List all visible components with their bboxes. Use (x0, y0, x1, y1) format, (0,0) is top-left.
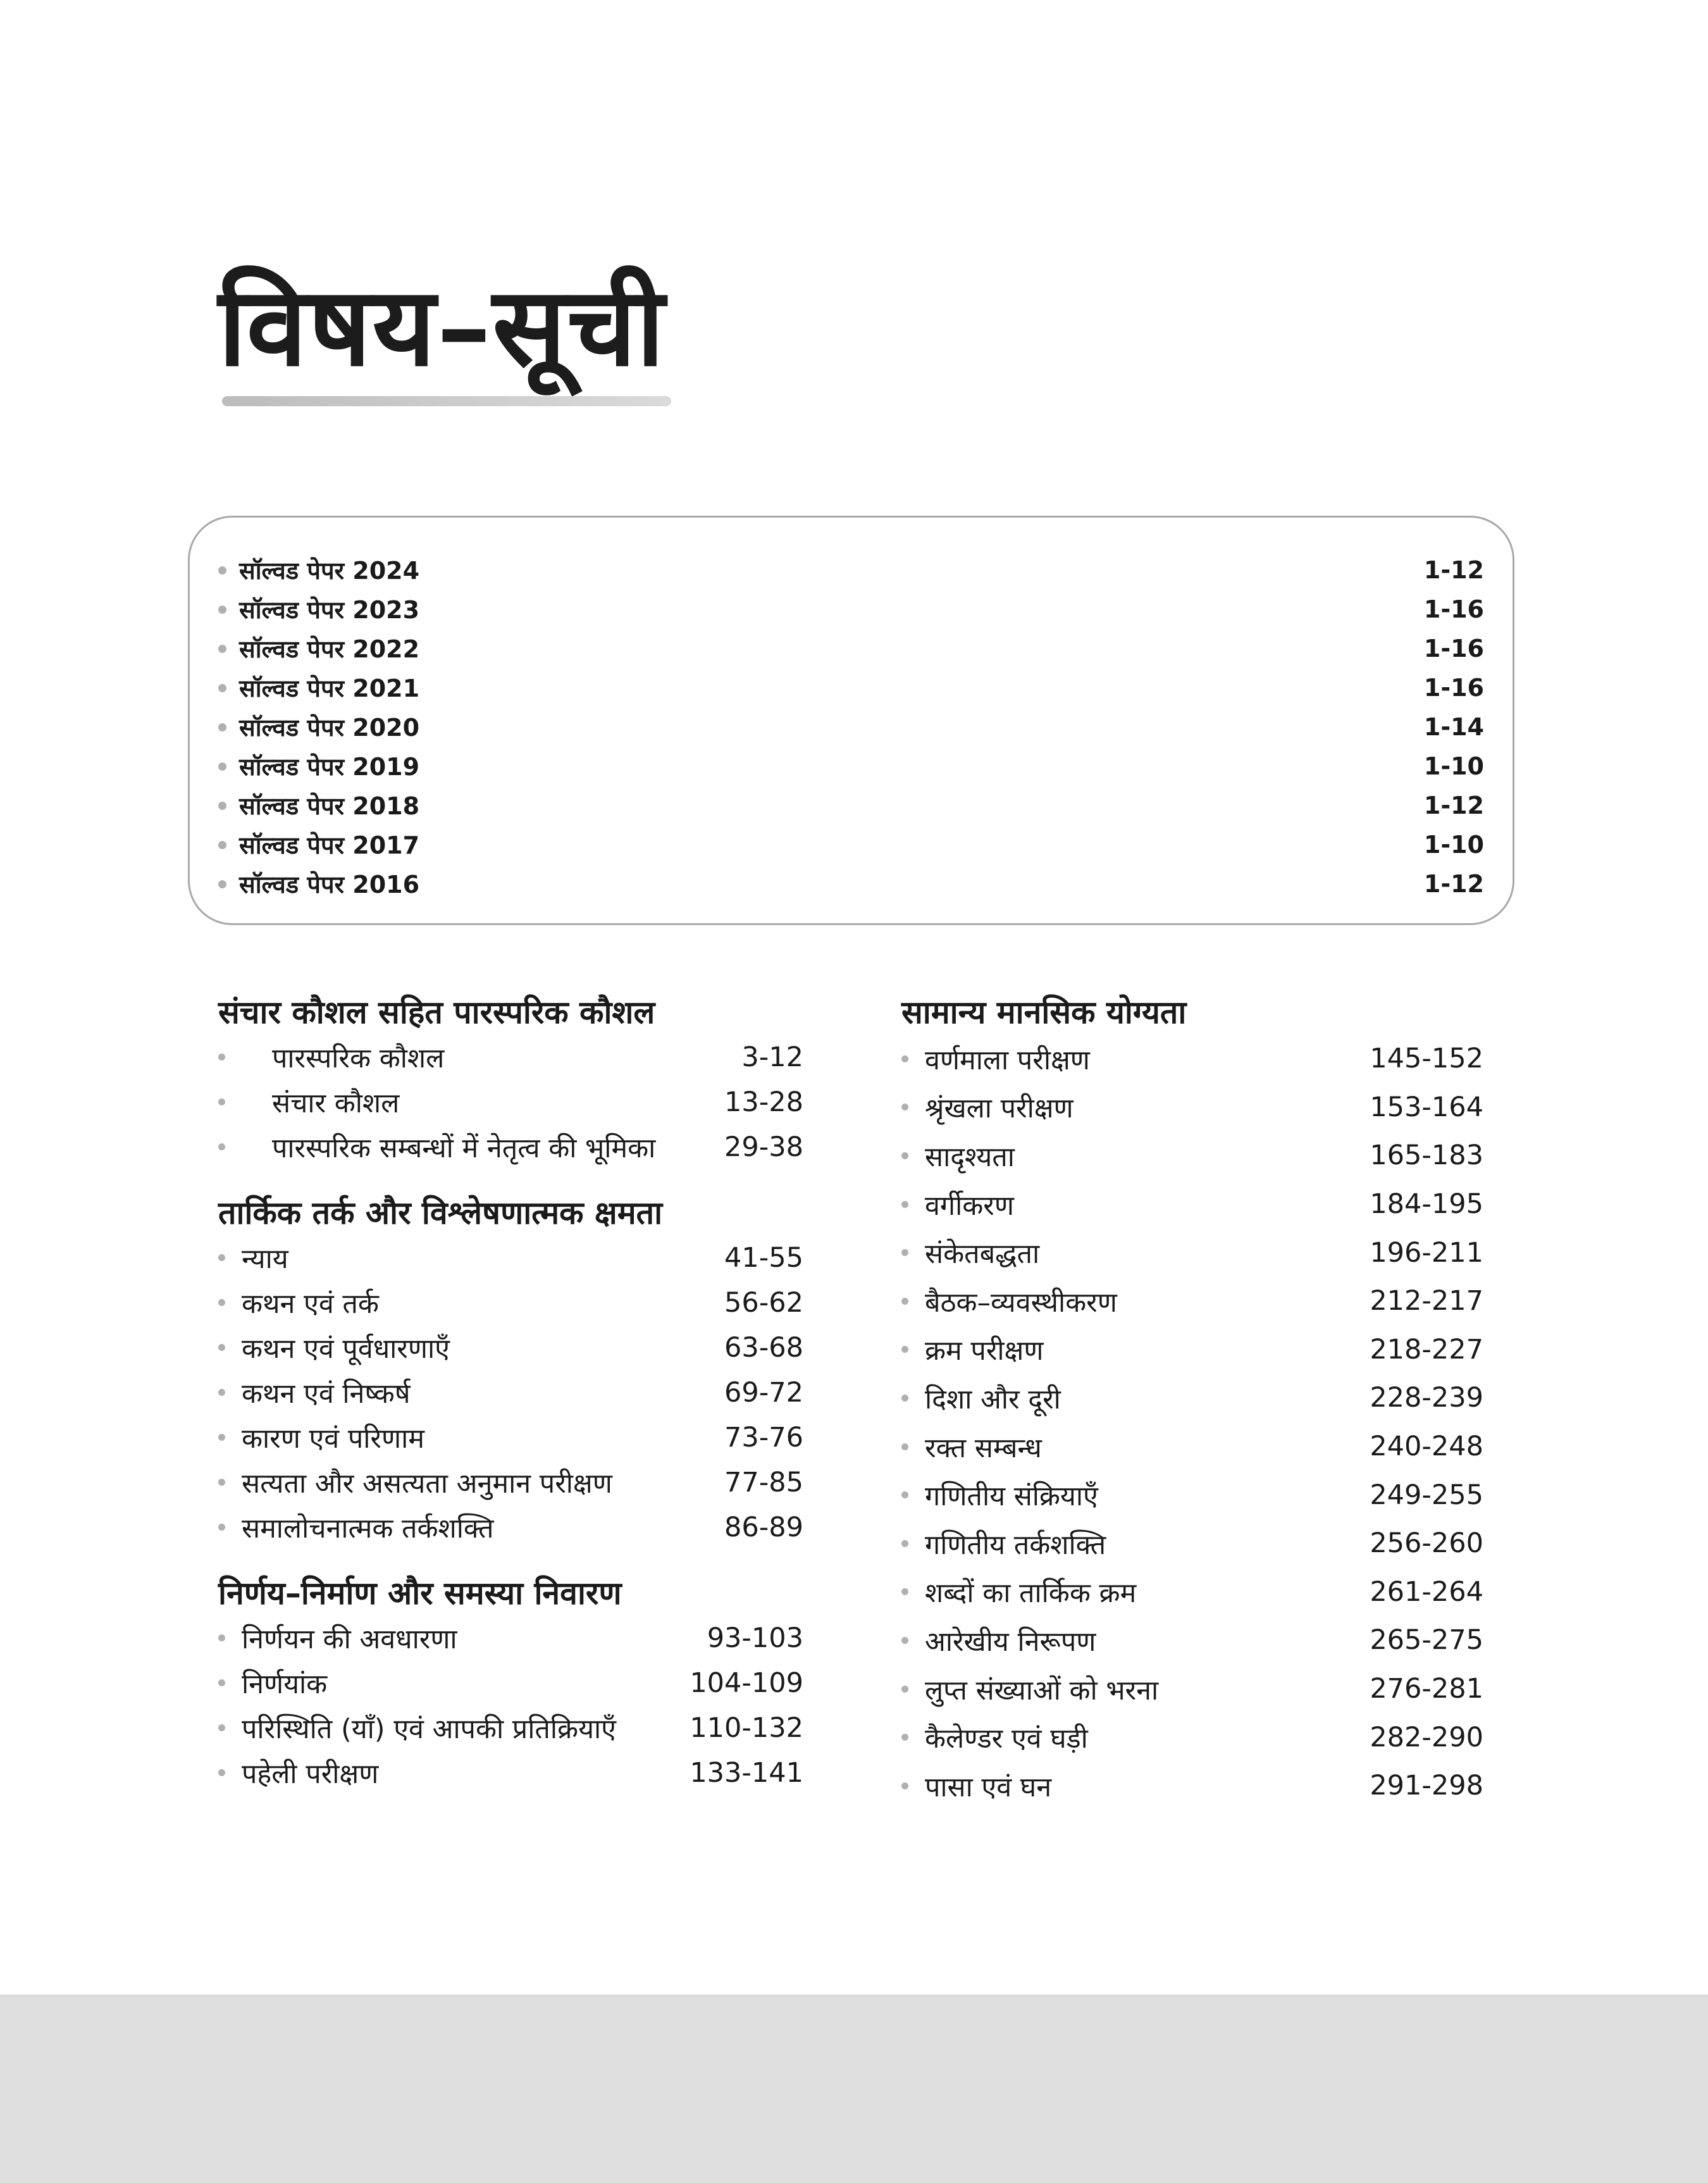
section-heading: सामान्य मानसिक योग्यता (901, 994, 1187, 1031)
title-underline (222, 396, 671, 406)
toc-entry-pages: 63-68 (724, 1331, 803, 1364)
toc-entry-pages: 261-264 (1370, 1576, 1483, 1608)
solved-paper-label: सॉल्वड पेपर 2017 (239, 831, 420, 859)
bullet-icon (218, 1479, 225, 1486)
toc-entry[interactable] (218, 1325, 803, 1370)
bullet-icon (218, 841, 226, 849)
toc-right-column (901, 990, 1483, 1810)
bullet-icon (901, 1734, 908, 1741)
solved-paper-row[interactable] (218, 747, 1484, 786)
toc-entry-label: गणितीय तर्कशक्ति (925, 1529, 1106, 1561)
bullet-icon (218, 1054, 225, 1060)
bullet-icon (218, 1769, 225, 1776)
toc-entry[interactable] (218, 1035, 803, 1079)
bullet-icon (218, 1524, 225, 1531)
bullet-icon (218, 1434, 225, 1441)
bullet-icon (218, 1098, 225, 1105)
toc-entry-label: कथन एवं तर्क (242, 1288, 379, 1320)
toc-entry[interactable] (901, 1228, 1483, 1277)
toc-entry-pages: 56-62 (724, 1286, 803, 1319)
bullet-icon (901, 1540, 908, 1547)
toc-entry-pages: 291-298 (1370, 1770, 1483, 1802)
toc-entry[interactable] (901, 1713, 1483, 1762)
bullet-icon (218, 1679, 225, 1686)
toc-entry[interactable] (901, 1083, 1483, 1132)
page-title: विषय–सूची (218, 262, 666, 390)
solved-papers-box (188, 516, 1514, 925)
bullet-icon (218, 1344, 225, 1351)
bullet-icon (218, 1634, 225, 1641)
bullet-icon (901, 1152, 908, 1159)
toc-entry-pages: 196-211 (1370, 1236, 1483, 1269)
toc-entry[interactable] (901, 1422, 1483, 1471)
toc-entry[interactable] (901, 1616, 1483, 1665)
bullet-icon (218, 880, 226, 888)
section-gap (218, 1550, 803, 1571)
solved-paper-row[interactable] (218, 550, 1484, 590)
toc-entry-pages: 228-239 (1370, 1382, 1483, 1414)
section-heading: तार्किक तर्क और विश्लेषणात्मक क्षमता (218, 1195, 663, 1231)
toc-entry-label: संकेतबद्धता (925, 1238, 1040, 1271)
toc-entry[interactable] (901, 1326, 1483, 1374)
toc-entry-pages: 104-109 (690, 1667, 803, 1699)
toc-entry-label: क्रम परीक्षण (925, 1335, 1044, 1367)
solved-paper-row[interactable] (218, 707, 1484, 747)
solved-paper-label: सॉल्वड पेपर 2020 (239, 714, 420, 742)
toc-entry-pages: 184-195 (1370, 1188, 1483, 1221)
toc-entry-label: कारण एवं परिणाम (242, 1423, 424, 1455)
toc-entry-label: गणितीय संक्रियाएँ (925, 1481, 1098, 1513)
toc-entry-label: न्याय (242, 1243, 288, 1275)
solved-paper-row[interactable] (218, 590, 1484, 629)
bullet-icon (901, 1782, 908, 1789)
bullet-icon (218, 1299, 225, 1306)
toc-entry[interactable] (218, 1615, 803, 1660)
solved-paper-pages: 1-16 (1423, 595, 1484, 623)
toc-entry-label: निर्णयांक (242, 1669, 328, 1700)
toc-entry[interactable] (218, 1235, 803, 1280)
toc-entry-pages: 145-152 (1370, 1043, 1483, 1075)
toc-entry[interactable] (901, 1131, 1483, 1180)
toc-entry-pages: 282-290 (1370, 1721, 1483, 1753)
solved-paper-label: सॉल्वड पेपर 2021 (239, 675, 420, 702)
solved-paper-label: सॉल्वड पेपर 2018 (239, 792, 420, 820)
section-heading: निर्णय–निर्माण और समस्या निवारण (218, 1575, 622, 1612)
toc-entry[interactable] (218, 1460, 803, 1505)
toc-entry-pages: 41-55 (724, 1241, 803, 1274)
toc-entry[interactable] (218, 1660, 803, 1705)
bullet-icon (901, 1686, 908, 1693)
solved-paper-label: सॉल्वड पेपर 2022 (239, 635, 420, 663)
solved-paper-label: सॉल्वड पेपर 2024 (239, 557, 420, 585)
bullet-icon (218, 1254, 225, 1261)
solved-paper-pages: 1-14 (1423, 713, 1484, 741)
solved-paper-pages: 1-10 (1423, 752, 1484, 780)
toc-entry-label: बैठक–व्यवस्थीकरण (925, 1286, 1117, 1319)
bullet-icon (901, 1588, 908, 1595)
bullet-icon (901, 1443, 908, 1450)
toc-entry-label: लुप्त संख्याओं को भरना (925, 1674, 1159, 1707)
toc-entry-pages: 249-255 (1370, 1479, 1483, 1511)
toc-entry-pages: 133-141 (690, 1757, 803, 1789)
toc-entry-pages: 93-103 (707, 1622, 803, 1654)
toc-entry[interactable] (901, 1762, 1483, 1810)
bullet-icon (901, 1249, 908, 1256)
toc-entry[interactable] (901, 1035, 1483, 1083)
toc-entry-pages: 276-281 (1370, 1673, 1483, 1705)
solved-paper-pages: 1-16 (1423, 635, 1484, 662)
toc-entry-label: कथन एवं पूर्वधारणाएँ (242, 1333, 450, 1365)
bullet-icon (218, 645, 226, 653)
toc-entry-pages: 218-227 (1370, 1333, 1483, 1365)
toc-entry-pages: 212-217 (1370, 1285, 1483, 1317)
toc-entry-label: पहेली परीक्षण (242, 1758, 379, 1790)
toc-entry[interactable] (218, 1505, 803, 1550)
bullet-icon (218, 802, 226, 810)
bullet-icon (218, 684, 226, 692)
toc-entry-label: दिशा और दूरी (925, 1383, 1061, 1415)
toc-entry-label: पारस्परिक सम्बन्धों में नेतृत्व की भूमिका (272, 1133, 656, 1164)
toc-entry[interactable] (218, 1705, 803, 1750)
toc-entry[interactable] (901, 1471, 1483, 1519)
solved-paper-pages: 1-10 (1423, 831, 1484, 859)
solved-paper-pages: 1-12 (1423, 792, 1484, 819)
toc-entry-label: कथन एवं निष्कर्ष (242, 1378, 411, 1410)
section-heading: संचार कौशल सहित पारस्परिक कौशल (218, 994, 655, 1031)
toc-entry-pages: 77-85 (724, 1466, 803, 1498)
solved-paper-label: सॉल्वड पेपर 2023 (239, 596, 420, 624)
bullet-icon (218, 1389, 225, 1396)
toc-entry-label: शब्दों का तार्किक क्रम (925, 1577, 1137, 1610)
toc-entry[interactable] (901, 1665, 1483, 1713)
toc-entry-pages: 256-260 (1370, 1527, 1483, 1560)
solved-paper-pages: 1-12 (1423, 870, 1484, 898)
toc-entry[interactable] (218, 1750, 803, 1795)
toc-entry[interactable] (218, 1124, 803, 1169)
solved-paper-row[interactable] (218, 864, 1484, 904)
solved-paper-row[interactable] (218, 629, 1484, 668)
toc-entry-label: आरेखीय निरूपण (925, 1626, 1096, 1658)
solved-paper-label: सॉल्वड पेपर 2019 (239, 753, 420, 781)
toc-entry-pages: 265-275 (1370, 1624, 1483, 1657)
toc-entry-label: संचार कौशल (272, 1088, 400, 1119)
bullet-icon (218, 762, 226, 771)
toc-entry-pages: 153-164 (1370, 1091, 1483, 1123)
solved-paper-row[interactable] (218, 825, 1484, 864)
solved-paper-label: सॉल्वड पेपर 2016 (239, 871, 420, 899)
toc-entry-label: वर्णमाला परीक्षण (925, 1044, 1090, 1076)
solved-paper-pages: 1-16 (1423, 674, 1484, 702)
toc-entry-pages: 73-76 (724, 1421, 803, 1453)
toc-entry-label: परिस्थिति (याँ) एवं आपकी प्रतिक्रियाएँ (242, 1713, 616, 1745)
toc-left-column (218, 990, 803, 1795)
solved-paper-row[interactable] (218, 786, 1484, 825)
toc-entry-pages: 165-183 (1370, 1140, 1483, 1172)
solved-paper-pages: 1-12 (1423, 556, 1484, 584)
toc-entry-pages: 13-28 (724, 1086, 803, 1118)
toc-entry-label: वर्गीकरण (925, 1190, 1014, 1222)
toc-entry-pages: 110-132 (690, 1712, 803, 1744)
toc-entry-pages: 3-12 (741, 1041, 803, 1073)
bullet-icon (901, 1201, 908, 1208)
bullet-icon (218, 723, 226, 731)
toc-entry[interactable] (218, 1415, 803, 1460)
toc-entry[interactable] (218, 1370, 803, 1415)
toc-entry-label: श्रृंखला परीक्षण (925, 1093, 1074, 1125)
bullet-icon (901, 1395, 908, 1402)
toc-entry[interactable] (218, 1079, 803, 1124)
toc-entry-label: रक्त सम्बन्ध (925, 1432, 1042, 1464)
toc-entry[interactable] (901, 1519, 1483, 1568)
toc-entry[interactable] (901, 1568, 1483, 1617)
bullet-icon (218, 1143, 225, 1150)
bullet-icon (218, 1724, 225, 1731)
toc-entry[interactable] (901, 1180, 1483, 1229)
section-gap (218, 1169, 803, 1191)
page-title-block (218, 262, 666, 390)
bullet-icon (218, 566, 226, 575)
toc-entry-label: समालोचनात्मक तर्कशक्ति (242, 1513, 494, 1545)
bullet-icon (901, 1298, 908, 1305)
bullet-icon (901, 1346, 908, 1353)
toc-entry-pages: 240-248 (1370, 1431, 1483, 1463)
toc-entry-label: सादृश्यता (925, 1141, 1015, 1173)
toc-entry[interactable] (901, 1277, 1483, 1326)
bullet-icon (901, 1491, 908, 1498)
toc-entry[interactable] (218, 1280, 803, 1325)
solved-paper-row[interactable] (218, 668, 1484, 707)
toc-entry-label: कैलेण्डर एवं घड़ी (925, 1723, 1088, 1755)
toc-entry-pages: 86-89 (724, 1511, 803, 1543)
toc-entry-label: पासा एवं घन (925, 1771, 1052, 1803)
bullet-icon (218, 606, 226, 614)
bullet-icon (901, 1637, 908, 1644)
bullet-icon (901, 1055, 908, 1062)
toc-entry-label: पारस्परिक कौशल (272, 1043, 445, 1074)
toc-entry-pages: 69-72 (724, 1376, 803, 1409)
bullet-icon (901, 1104, 908, 1110)
toc-entry-label: निर्णयन की अवधारणा (242, 1624, 457, 1655)
toc-entry-label: सत्यता और असत्यता अनुमान परीक्षण (242, 1468, 612, 1500)
toc-entry[interactable] (901, 1374, 1483, 1422)
footer-band (0, 1994, 1708, 2183)
toc-entry-pages: 29-38 (724, 1131, 803, 1163)
